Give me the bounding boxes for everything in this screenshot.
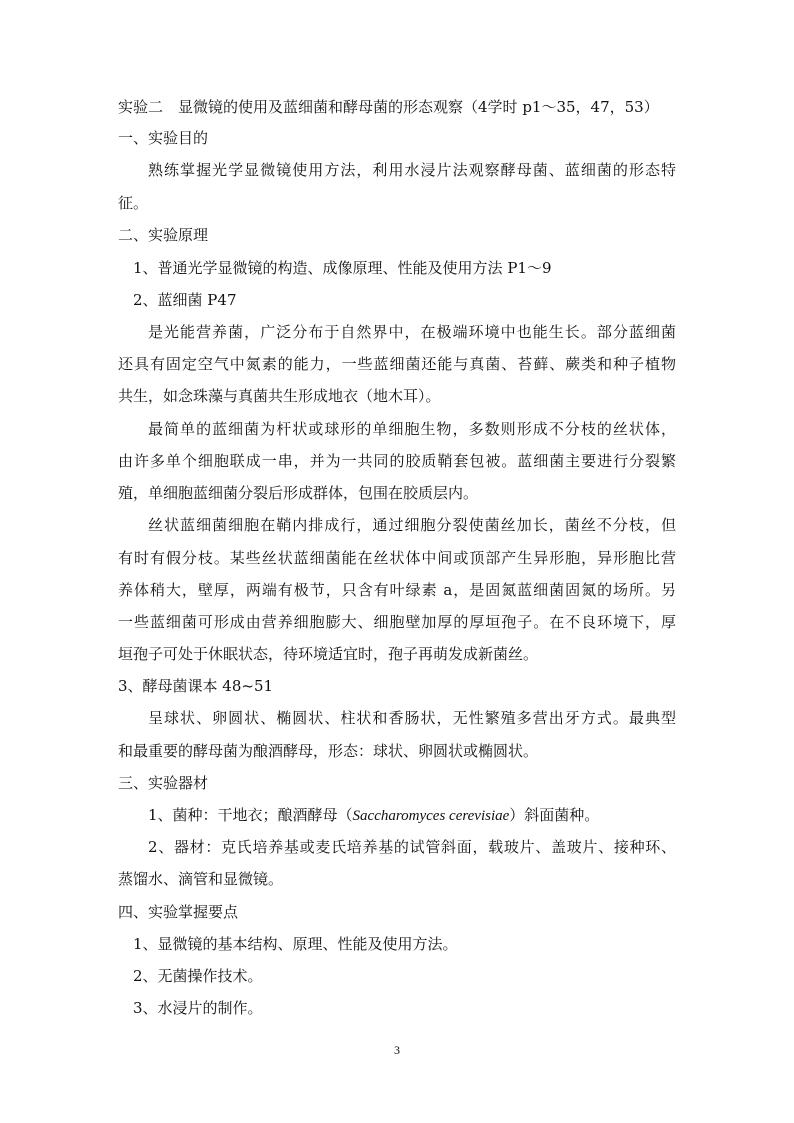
section-heading-materials: 三、实验器材 [118, 774, 209, 792]
scientific-name: Saccharomyces cerevisiae [352, 808, 510, 824]
purpose-paragraph-line: 熟练掌握光学显微镜使用方法，利用水浸片法观察酵母菌、蓝细菌的形态特 [148, 161, 676, 179]
section-heading-key-points: 四、实验掌握要点 [118, 903, 239, 921]
materials-item-strains-text: 1、菌种：干地衣；酿酒酵母（ [148, 806, 353, 824]
principle-item-microscope: 1、普通光学显微镜的构造、成像原理、性能及使用方法 P1～9 [133, 259, 552, 277]
key-point-item: 2、无菌操作技术。 [133, 967, 263, 985]
cyanobacteria-paragraph-line: 丝状蓝细菌细胞在鞘内排成行，通过细胞分裂使菌丝加长，菌丝不分枝，但 [148, 516, 676, 534]
key-point-item: 3、水浸片的制作。 [133, 999, 263, 1017]
cyanobacteria-paragraph-line: 最简单的蓝细菌为杆状或球形的单细胞生物，多数则形成不分枝的丝状体， [148, 420, 676, 438]
materials-item-strains [148, 805, 599, 826]
purpose-paragraph-line: 征。 [118, 194, 149, 212]
principle-item-cyanobacteria: 2、蓝细菌 P47 [133, 291, 237, 309]
principle-item-yeast: 3、酵母菌课本 48~51 [118, 677, 274, 695]
cyanobacteria-paragraph-line: 共生，如念珠藻与真菌共生形成地衣（地木耳）。 [118, 387, 441, 405]
materials-item-equipment: 2、器材：克氏培养基或麦氏培养基的试管斜面，载玻片、盖玻片、接种环、 [148, 838, 676, 856]
section-heading-purpose: 一、实验目的 [118, 129, 209, 147]
page-number: 3 [394, 1043, 400, 1057]
experiment-title: 实验二 显微镜的使用及蓝细菌和酵母菌的形态观察（4学时 p1～35，47，53） [118, 98, 659, 116]
yeast-paragraph-line: 呈球状、卵圆状、椭圆状、柱状和香肠状，无性繁殖多营出牙方式。最典型 [148, 709, 676, 727]
yeast-paragraph-line: 和最重要的酵母菌为酿酒酵母，形态：球状、卵圆状或椭圆状。 [118, 742, 539, 760]
cyanobacteria-paragraph-line: 殖，单细胞蓝细菌分裂后形成群体，包围在胶质层内。 [118, 484, 479, 502]
cyanobacteria-paragraph-line: 一些蓝细菌可形成由营养细胞膨大、细胞壁加厚的厚垣孢子。在不良环境下，厚 [118, 613, 676, 631]
cyanobacteria-paragraph-line: 还具有固定空气中氮素的能力，一些蓝细菌还能与真菌、苔藓、蕨类和种子植物 [118, 355, 676, 373]
cyanobacteria-paragraph-line: 是光能营养菌，广泛分布于自然界中，在极端环境中也能生长。部分蓝细菌 [148, 323, 676, 341]
cyanobacteria-paragraph-line: 垣孢子可处于休眠状态，待环境适宜时，孢子再萌发成新菌丝。 [118, 645, 539, 663]
key-point-item: 1、显微镜的基本结构、原理、性能及使用方法。 [133, 935, 458, 953]
materials-item-strains-text: ）斜面菌种。 [509, 806, 600, 824]
materials-item-equipment: 蒸馏水、滴管和显微镜。 [118, 870, 284, 888]
cyanobacteria-paragraph-line: 由许多单个细胞联成一串，并为一共同的胶质鞘套包被。蓝细菌主要进行分裂繁 [118, 452, 676, 470]
section-heading-principle: 二、实验原理 [118, 226, 209, 244]
cyanobacteria-paragraph-line: 有时有假分枝。某些丝状蓝细菌能在丝状体中间或顶部产生异形胞，异形胞比营 [118, 549, 676, 567]
cyanobacteria-paragraph-line: 养体稍大，壁厚，两端有极节，只含有叶绿素 a，是固氮蓝细菌固氮的场所。另 [118, 581, 676, 599]
